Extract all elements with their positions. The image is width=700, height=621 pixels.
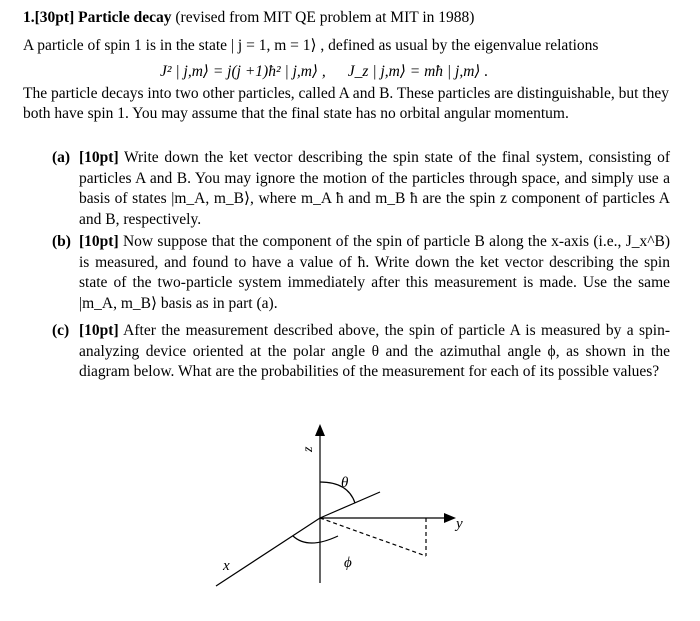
problem-title (23, 8, 474, 28)
theta-label: θ (341, 475, 349, 491)
problem-points: [30pt] (34, 9, 75, 26)
spin-direction-vector (320, 492, 380, 518)
eigenvalue-equation-jz: J_z | j,m⟩ = mħ | j,m⟩ . (347, 63, 489, 80)
part-a (52, 148, 670, 230)
problem-source: (revised from MIT QE problem at MIT in 1988) (175, 9, 475, 26)
x-axis (216, 518, 320, 586)
part-b-points: [10pt] (79, 233, 119, 250)
problem-number: 1. (23, 9, 35, 26)
eigenvalue-equations (160, 62, 488, 82)
coordinate-diagram (180, 420, 500, 605)
part-a-label: (a) (52, 149, 71, 166)
part-b-label: (b) (52, 233, 71, 250)
theta-arc (320, 482, 355, 503)
part-c-label: (c) (52, 322, 70, 339)
part-b (52, 232, 670, 314)
z-arrow-head (315, 424, 325, 436)
part-b-text: Now suppose that the component of the spin of particle B along the x-axis (i.e., J_x^B) is measured, and found to have a value of ħ. Write down the ket vector describing the spin state of the two-particle system immediately after this measurement is made. Use the same |m_A, m_B⟩ basis as in part (a). (79, 233, 671, 312)
part-a-points: [10pt] (79, 149, 119, 166)
part-c-text: After the measurement described above, the spin of particle A is measured by a spin-analyzing device oriented at the polar angle θ and the azimuthal angle ϕ, as shown in the diagram below. What are the probabilities of the measurement for each of its possible values? (79, 322, 670, 380)
x-axis-label: x (223, 558, 230, 574)
part-c-points: [10pt] (79, 322, 119, 339)
part-a-text: Write down the ket vector describing the spin state of the final system, consisting of particles A and B. You may ignore the motion of the particles through space, and simply use a basis of states |m_A, m_B⟩, where m_A ħ and m_B ħ are the spin z component of particles A and B, respectively. (79, 149, 670, 228)
y-arrow-head (444, 513, 456, 523)
z-axis-label: z (301, 446, 316, 452)
intro-paragraph: The particle decays into two other particles, called A and B. These particles are distinguishable, but they both have spin 1. You may assume that the final state has no orbital angular momentum. (23, 85, 669, 122)
part-c (52, 321, 670, 383)
phi-arc (293, 536, 338, 543)
problem-heading: Particle decay (78, 9, 172, 26)
phi-label: ϕ (344, 555, 352, 571)
eigenvalue-equation-j2: J² | j,m⟩ = j(j +1)ħ² | j,m⟩ , (160, 63, 326, 80)
y-axis-label: y (456, 516, 463, 532)
intro-line: A particle of spin 1 is in the state | j = 1, m = 1⟩ , defined as usual by the eigenvalue relations (23, 37, 599, 54)
